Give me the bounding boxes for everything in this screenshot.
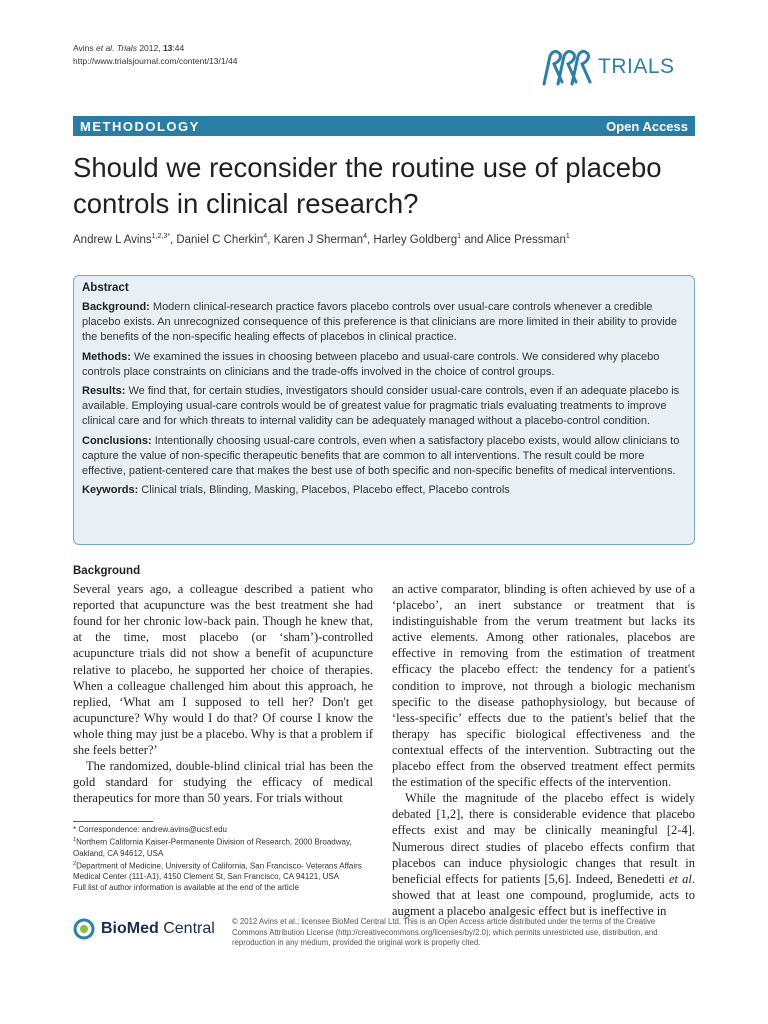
author-separator: , [169,233,177,246]
author-affiliation: 1,2,3* [151,233,170,240]
author-info-note: Full list of author information is available at the end of the article [73,883,299,893]
cite-etal: et al. [96,43,115,53]
article-title: Should we reconsider the routine use of placebo controls in clinical research? [73,152,662,219]
abstract-label: Background: [82,301,150,313]
citation-header [73,42,237,68]
citation-line [73,42,237,55]
section-heading-background: Background [73,565,141,577]
abstract-text: Intentionally choosing usual-care controls, even when a satisfactory placebo exists, would allow clinicians to capture the value of non-specific therapeutic benefits that are common to all interventions. The result could be more effective, patient-centered care that makes the best use of both specific and non-specific benefits of medical interventions. [82,434,680,478]
trials-logo [540,44,675,90]
trials-logo-text: TRIALS [598,55,675,78]
cite-volume: 13 [162,43,173,53]
abstract-methods [82,350,686,380]
affiliation-text: Department of Medicine, University of California, San Francisco- Veterans Affairs Medical Center (111-A1), 4150 Clement St, San Francisco, CA 94121, USA [73,861,362,882]
affiliation-note [73,859,373,883]
trials-logo-icon [540,46,592,88]
abstract-text: Clinical trials, Blinding, Masking, Placebos, Placebo effect, Placebo controls [138,484,510,497]
abstract-label: Methods: [82,350,131,363]
author-affiliation: 1 [457,233,461,240]
abstract-keywords [82,483,686,498]
abstract-text: We find that, for certain studies, investigators should consider usual-care controls, even if an adequate placebo is available. Employing usual-care controls would be of greatest value for pragmatic trials evaluating treatments to improve clinical care and for which threats to internal validity can be adequately managed without a placebo-control condition. [82,385,680,428]
logo-light-text: Central [158,920,215,937]
article-url[interactable]: http://www.trialsjournal.com/content/13/1/44 [73,56,238,66]
body-paragraph: The randomized, double-blind clinical trial has been the gold standard for studying the efficacy of medical therapeutics for more than 50 years. For trials without [73,759,373,806]
author-name: Harley Goldberg [373,233,458,246]
footnote-divider [73,821,153,822]
body-paragraph [392,790,695,919]
license-text: © 2012 Avins et al.; licensee BioMed Central Ltd. This is an Open Access article distributed under the terms of the Creative Commons Attribution License (http://creativecommons.org/licenses/by/2.0), which permits unrestricted use, distribution, and reproduction in any medium, provided the original work is properly cited. [232,917,658,947]
author-affiliation: 1 [565,233,570,240]
author-name: Alice Pressman [485,233,566,246]
cite-journal: Trials [114,43,137,53]
author-name: Karen J Sherman [273,233,364,246]
biomed-central-logo-icon [73,918,95,940]
biomed-central-logo-text [101,920,215,938]
author-affiliation: 4 [363,233,367,240]
body-paragraph: Several years ago, a colleague described a patient who reported that acupuncture was the best treatment she had found for her chronic low-back pain. Though he knew that, at the time, most placebo (or ‘sham’)-controlled acupuncture trials did not show a benefit of acupuncture relative to placebo, he supported her choice of therapies. When a colleague challenged him about this approach, he replied, ‘What am I supposed to tell her? Don't get acupuncture? Why would I do that? Of course I know the whole thing may just be a placebo. Why is that a problem if she feels better?’ [73,582,373,758]
logo-bold-text: BioMed [101,920,159,937]
body-paragraph: an active comparator, blinding is often achieved by use of a ‘placebo’, an inert substance or treatment that is indistinguishable from the verum treatment but lacks its active elements. Among other rationales, placebos are effective in removing from the estimation of treatment efficacy the placebo effect: the tendency for a patient's condition to improve, not through a biologic mechanism specific to the disease pathophysiology, but because of ‘less-specific’ effects due to the patient's belief that the therapy has specific biological effectiveness and the contextual effects of the intervention. Subtracting out the placebo effect from the observed treatment effect permits the estimation of the specific effects of the intervention. [392,582,695,790]
correspondence-note: * Correspondence: andrew.avins@ucsf.edu [73,825,227,834]
affiliation-number: 2 [73,860,77,867]
abstract-label: Conclusions: [82,434,152,447]
body-column-right [392,581,695,919]
author-affiliation: 4 [263,233,268,240]
abstract-background [82,300,686,346]
affiliation-text: Northern California Kaiser-Permanente Division of Research, 2000 Broadway, Oakland, CA 94612, USA [73,837,352,858]
abstract-label: Keywords: [82,484,139,497]
abstract-text: We examined the issues in choosing between placebo and usual-care controls. We considered why placebo controls place constraints on clinicians and the trade-offs involved in the choice of control groups. [82,350,660,378]
author-name: Daniel C Cherkin [176,233,264,246]
abstract-box [73,275,695,545]
affiliation-note [73,835,373,859]
cite-authors: Avins [73,43,96,53]
section-label: METHODOLOGY [80,118,200,134]
body-text: . showed that at least one compound, proglumide, acts to augment a placebo analgesic effect but is ineffective in [392,871,696,918]
abstract-conclusions [82,434,686,480]
abstract-heading: Abstract [82,282,129,294]
cite-year: 2012, [136,43,163,53]
cite-page: :44 [172,43,185,53]
abstract-text: Modern clinical-research practice favors placebo controls over usual-care controls whenever a credible placebo exists. An unrecognized consequence of this preference is that clinicians are more limited in their ability to provide the benefits of the non-specific healing effects of placebos in clinical practice. [82,301,677,344]
body-text: While the magnitude of the placebo effect is widely debated [1,2], there is considerable evidence that placebo effects exist and may be clinically meaningful [2-4]. Numerous direct studies of placebo effects confirm that placebos can induce physiologic changes that result in beneficial effects for patients [5,6]. Indeed, Benedetti [392,791,695,886]
abstract-label: Results: [82,385,126,398]
author-name: Andrew L Avins [73,233,152,246]
author-separator: and [461,233,486,246]
section-band [73,116,695,136]
biomed-central-logo [73,918,215,940]
body-text-italic: et al [668,871,692,886]
open-access-label: Open Access [606,118,688,134]
author-separator: , [366,233,374,246]
author-list [73,233,570,246]
footnotes [73,824,373,893]
affiliation-number: 1 [73,837,77,843]
body-column-left [73,563,373,806]
abstract-results [82,384,686,430]
author-separator: , [267,233,274,246]
